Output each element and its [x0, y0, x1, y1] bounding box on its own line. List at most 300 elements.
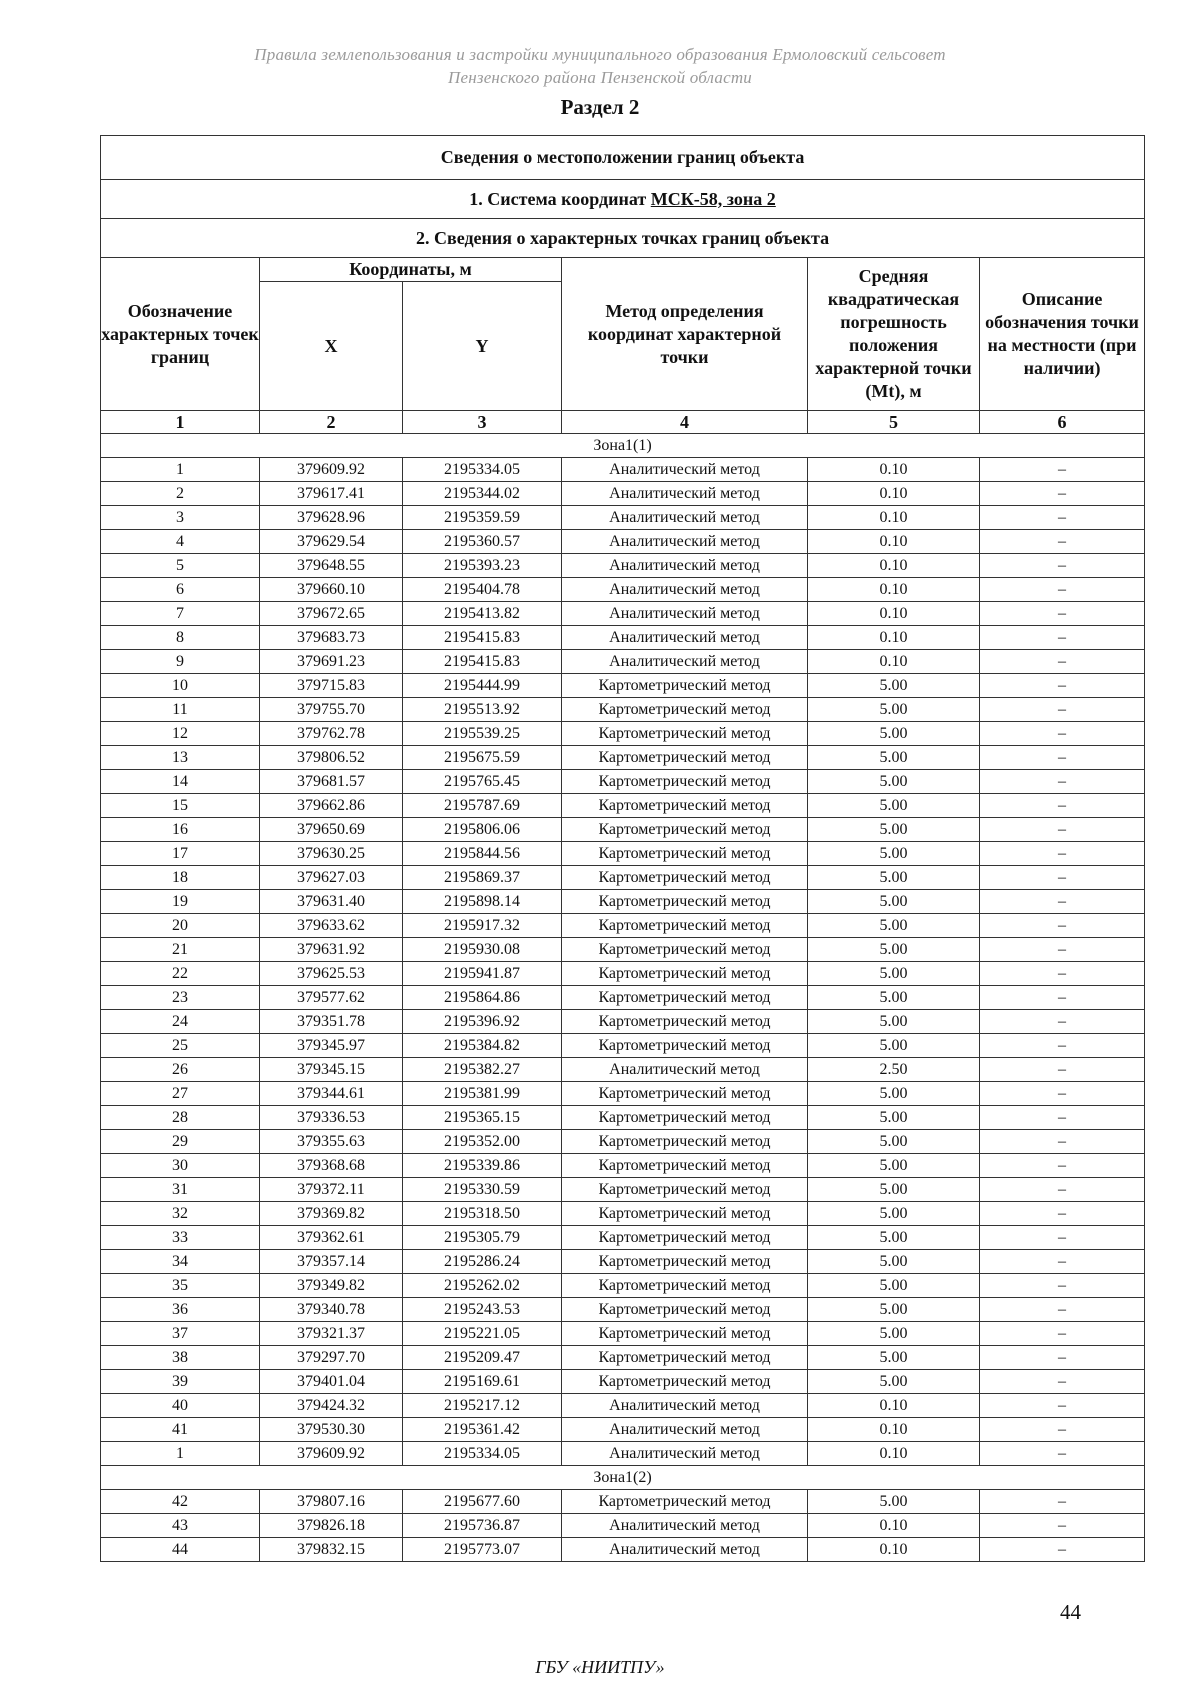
x-cell: 379424.32	[260, 1394, 403, 1418]
point-number-cell: 6	[101, 578, 260, 602]
point-number-cell: 19	[101, 890, 260, 914]
error-cell: 5.00	[808, 722, 980, 746]
error-cell: 0.10	[808, 626, 980, 650]
point-number-cell: 5	[101, 554, 260, 578]
y-cell: 2195221.05	[403, 1322, 562, 1346]
table-row	[101, 506, 1145, 530]
error-cell: 0.10	[808, 1442, 980, 1466]
table-row	[101, 1202, 1145, 1226]
method-cell: Картометрический метод	[562, 866, 808, 890]
y-cell: 2195318.50	[403, 1202, 562, 1226]
method-cell: Аналитический метод	[562, 506, 808, 530]
method-cell: Картометрический метод	[562, 1010, 808, 1034]
table-row	[101, 1106, 1145, 1130]
y-cell: 2195444.99	[403, 674, 562, 698]
x-cell: 379345.15	[260, 1058, 403, 1082]
error-cell: 5.00	[808, 842, 980, 866]
table-row	[101, 1058, 1145, 1082]
error-cell: 5.00	[808, 1274, 980, 1298]
method-cell: Картометрический метод	[562, 1154, 808, 1178]
method-cell: Картометрический метод	[562, 1250, 808, 1274]
table-row	[101, 650, 1145, 674]
method-cell: Аналитический метод	[562, 1538, 808, 1562]
error-cell: 5.00	[808, 938, 980, 962]
x-cell: 379832.15	[260, 1538, 403, 1562]
x-cell: 379715.83	[260, 674, 403, 698]
y-cell: 2195352.00	[403, 1130, 562, 1154]
y-cell: 2195384.82	[403, 1034, 562, 1058]
description-cell: –	[980, 1058, 1145, 1082]
method-cell: Картометрический метод	[562, 842, 808, 866]
error-cell: 5.00	[808, 818, 980, 842]
point-number-cell: 40	[101, 1394, 260, 1418]
x-cell: 379648.55	[260, 554, 403, 578]
point-number-cell: 10	[101, 674, 260, 698]
x-cell: 379368.68	[260, 1154, 403, 1178]
point-number-cell: 22	[101, 962, 260, 986]
method-cell: Картометрический метод	[562, 1082, 808, 1106]
point-number-cell: 12	[101, 722, 260, 746]
x-cell: 379362.61	[260, 1226, 403, 1250]
column-number: 1	[101, 411, 260, 434]
error-cell: 5.00	[808, 746, 980, 770]
error-cell: 0.10	[808, 578, 980, 602]
description-cell: –	[980, 1034, 1145, 1058]
x-cell: 379662.86	[260, 794, 403, 818]
point-number-cell: 37	[101, 1322, 260, 1346]
point-number-cell: 35	[101, 1274, 260, 1298]
point-number-cell: 23	[101, 986, 260, 1010]
table-row	[101, 602, 1145, 626]
y-cell: 2195917.32	[403, 914, 562, 938]
description-cell: –	[980, 842, 1145, 866]
description-cell: –	[980, 1106, 1145, 1130]
method-cell: Аналитический метод	[562, 530, 808, 554]
method-cell: Картометрический метод	[562, 1298, 808, 1322]
point-number-cell: 32	[101, 1202, 260, 1226]
points-caption: 2. Сведения о характерных точках границ объекта	[101, 219, 1145, 258]
x-cell: 379321.37	[260, 1322, 403, 1346]
coordinate-system-line	[101, 180, 1145, 219]
x-cell: 379627.03	[260, 866, 403, 890]
description-cell: –	[980, 818, 1145, 842]
error-cell: 0.10	[808, 458, 980, 482]
table-row	[101, 1394, 1145, 1418]
description-cell: –	[980, 890, 1145, 914]
method-cell: Картометрический метод	[562, 1322, 808, 1346]
method-cell: Аналитический метод	[562, 1514, 808, 1538]
x-cell: 379609.92	[260, 1442, 403, 1466]
table-row	[101, 1322, 1145, 1346]
y-cell: 2195361.42	[403, 1418, 562, 1442]
point-number-cell: 4	[101, 530, 260, 554]
description-cell: –	[980, 1442, 1145, 1466]
description-cell: –	[980, 626, 1145, 650]
method-cell: Аналитический метод	[562, 482, 808, 506]
table-row	[101, 842, 1145, 866]
error-cell: 0.10	[808, 482, 980, 506]
x-cell: 379672.65	[260, 602, 403, 626]
x-cell: 379357.14	[260, 1250, 403, 1274]
point-number-cell: 2	[101, 482, 260, 506]
description-cell: –	[980, 938, 1145, 962]
method-cell: Картометрический метод	[562, 1178, 808, 1202]
x-cell: 379336.53	[260, 1106, 403, 1130]
y-cell: 2195169.61	[403, 1370, 562, 1394]
description-cell: –	[980, 722, 1145, 746]
description-cell: –	[980, 482, 1145, 506]
zone-label: Зона1(1)	[101, 434, 1145, 458]
description-cell: –	[980, 1394, 1145, 1418]
header-description: Описание обозначения точки на местности (при наличии)	[980, 258, 1145, 411]
error-cell: 0.10	[808, 1538, 980, 1562]
y-cell: 2195365.15	[403, 1106, 562, 1130]
point-number-cell: 31	[101, 1178, 260, 1202]
y-cell: 2195787.69	[403, 794, 562, 818]
description-cell: –	[980, 1010, 1145, 1034]
column-number: 5	[808, 411, 980, 434]
error-cell: 5.00	[808, 1370, 980, 1394]
description-cell: –	[980, 914, 1145, 938]
x-cell: 379650.69	[260, 818, 403, 842]
x-cell: 379349.82	[260, 1274, 403, 1298]
boundary-points-table	[100, 135, 1145, 1562]
x-cell: 379617.41	[260, 482, 403, 506]
x-cell: 379806.52	[260, 746, 403, 770]
point-number-cell: 43	[101, 1514, 260, 1538]
description-cell: –	[980, 1202, 1145, 1226]
point-number-cell: 34	[101, 1250, 260, 1274]
error-cell: 5.00	[808, 914, 980, 938]
error-cell: 0.10	[808, 650, 980, 674]
x-cell: 379681.57	[260, 770, 403, 794]
table-row	[101, 962, 1145, 986]
error-cell: 5.00	[808, 1346, 980, 1370]
method-cell: Картометрический метод	[562, 938, 808, 962]
error-cell: 5.00	[808, 1130, 980, 1154]
y-cell: 2195677.60	[403, 1490, 562, 1514]
y-cell: 2195773.07	[403, 1538, 562, 1562]
table-row	[101, 1370, 1145, 1394]
description-cell: –	[980, 1250, 1145, 1274]
y-cell: 2195330.59	[403, 1178, 562, 1202]
table-row	[101, 626, 1145, 650]
point-number-cell: 20	[101, 914, 260, 938]
point-number-cell: 44	[101, 1538, 260, 1562]
description-cell: –	[980, 554, 1145, 578]
description-cell: –	[980, 1226, 1145, 1250]
table-row	[101, 1418, 1145, 1442]
error-cell: 5.00	[808, 794, 980, 818]
point-number-cell: 33	[101, 1226, 260, 1250]
x-cell: 379807.16	[260, 1490, 403, 1514]
header-coordinates-group: Координаты, м	[260, 258, 562, 282]
y-cell: 2195286.24	[403, 1250, 562, 1274]
y-cell: 2195396.92	[403, 1010, 562, 1034]
error-cell: 5.00	[808, 1154, 980, 1178]
description-cell: –	[980, 1298, 1145, 1322]
description-cell: –	[980, 1514, 1145, 1538]
table-row	[101, 1298, 1145, 1322]
description-cell: –	[980, 1322, 1145, 1346]
table-title: Сведения о местоположении границ объекта	[101, 136, 1145, 180]
point-number-cell: 7	[101, 602, 260, 626]
header-x: X	[260, 282, 403, 411]
table-row	[101, 674, 1145, 698]
point-number-cell: 1	[101, 458, 260, 482]
description-cell: –	[980, 1178, 1145, 1202]
method-cell: Картометрический метод	[562, 674, 808, 698]
error-cell: 5.00	[808, 1010, 980, 1034]
method-cell: Картометрический метод	[562, 1274, 808, 1298]
error-cell: 5.00	[808, 1034, 980, 1058]
header-method: Метод определения координат характерной точки	[562, 258, 808, 411]
x-cell: 379631.92	[260, 938, 403, 962]
x-cell: 379344.61	[260, 1082, 403, 1106]
method-cell: Аналитический метод	[562, 650, 808, 674]
method-cell: Аналитический метод	[562, 602, 808, 626]
x-cell: 379631.40	[260, 890, 403, 914]
table-row	[101, 1082, 1145, 1106]
table-row	[101, 578, 1145, 602]
error-cell: 2.50	[808, 1058, 980, 1082]
y-cell: 2195334.05	[403, 1442, 562, 1466]
table-row	[101, 554, 1145, 578]
table-row	[101, 1178, 1145, 1202]
description-cell: –	[980, 1538, 1145, 1562]
table-row	[101, 530, 1145, 554]
x-cell: 379691.23	[260, 650, 403, 674]
x-cell: 379630.25	[260, 842, 403, 866]
zone-row	[101, 1466, 1145, 1490]
error-cell: 5.00	[808, 674, 980, 698]
table-row	[101, 1442, 1145, 1466]
y-cell: 2195381.99	[403, 1082, 562, 1106]
method-cell: Картометрический метод	[562, 1034, 808, 1058]
table-row	[101, 722, 1145, 746]
description-cell: –	[980, 602, 1145, 626]
method-cell: Картометрический метод	[562, 1130, 808, 1154]
y-cell: 2195393.23	[403, 554, 562, 578]
point-number-cell: 28	[101, 1106, 260, 1130]
point-number-cell: 27	[101, 1082, 260, 1106]
description-cell: –	[980, 458, 1145, 482]
x-cell: 379530.30	[260, 1418, 403, 1442]
y-cell: 2195305.79	[403, 1226, 562, 1250]
x-cell: 379628.96	[260, 506, 403, 530]
y-cell: 2195217.12	[403, 1394, 562, 1418]
y-cell: 2195898.14	[403, 890, 562, 914]
method-cell: Картометрический метод	[562, 1202, 808, 1226]
method-cell: Картометрический метод	[562, 746, 808, 770]
point-number-cell: 11	[101, 698, 260, 722]
table-row	[101, 890, 1145, 914]
method-cell: Картометрический метод	[562, 1370, 808, 1394]
error-cell: 5.00	[808, 962, 980, 986]
x-cell: 379683.73	[260, 626, 403, 650]
description-cell: –	[980, 770, 1145, 794]
point-number-cell: 21	[101, 938, 260, 962]
description-cell: –	[980, 794, 1145, 818]
x-cell: 379762.78	[260, 722, 403, 746]
y-cell: 2195404.78	[403, 578, 562, 602]
table-row	[101, 986, 1145, 1010]
point-number-cell: 41	[101, 1418, 260, 1442]
error-cell: 0.10	[808, 1514, 980, 1538]
point-number-cell: 8	[101, 626, 260, 650]
error-cell: 5.00	[808, 1298, 980, 1322]
method-cell: Картометрический метод	[562, 770, 808, 794]
header-error: Средняя квадратическая погрешность положения характерной точки (Mt), м	[808, 258, 980, 411]
y-cell: 2195360.57	[403, 530, 562, 554]
method-cell: Картометрический метод	[562, 962, 808, 986]
table-row	[101, 1274, 1145, 1298]
description-cell: –	[980, 578, 1145, 602]
description-cell: –	[980, 674, 1145, 698]
error-cell: 5.00	[808, 1250, 980, 1274]
method-cell: Аналитический метод	[562, 1418, 808, 1442]
point-number-cell: 25	[101, 1034, 260, 1058]
zone-row	[101, 434, 1145, 458]
x-cell: 379609.92	[260, 458, 403, 482]
running-header-line-1: Правила землепользования и застройки муниципального образования Ермоловский сельсовет	[254, 45, 946, 64]
x-cell: 379351.78	[260, 1010, 403, 1034]
y-cell: 2195334.05	[403, 458, 562, 482]
description-cell: –	[980, 1346, 1145, 1370]
point-number-cell: 39	[101, 1370, 260, 1394]
x-cell: 379577.62	[260, 986, 403, 1010]
x-cell: 379340.78	[260, 1298, 403, 1322]
description-cell: –	[980, 1418, 1145, 1442]
y-cell: 2195765.45	[403, 770, 562, 794]
method-cell: Картометрический метод	[562, 1106, 808, 1130]
zone-label: Зона1(2)	[101, 1466, 1145, 1490]
table-row	[101, 794, 1145, 818]
description-cell: –	[980, 698, 1145, 722]
point-number-cell: 16	[101, 818, 260, 842]
table-row	[101, 1346, 1145, 1370]
method-cell: Аналитический метод	[562, 626, 808, 650]
error-cell: 5.00	[808, 698, 980, 722]
point-number-cell: 36	[101, 1298, 260, 1322]
running-header-line-2: Пензенского района Пензенской области	[448, 68, 752, 87]
error-cell: 0.10	[808, 1394, 980, 1418]
method-cell: Картометрический метод	[562, 890, 808, 914]
table-row	[101, 1130, 1145, 1154]
y-cell: 2195359.59	[403, 506, 562, 530]
y-cell: 2195209.47	[403, 1346, 562, 1370]
description-cell: –	[980, 866, 1145, 890]
description-cell: –	[980, 530, 1145, 554]
error-cell: 5.00	[808, 1226, 980, 1250]
header-designation: Обозначение характерных точек границ	[101, 258, 260, 411]
method-cell: Картометрический метод	[562, 818, 808, 842]
point-number-cell: 13	[101, 746, 260, 770]
method-cell: Аналитический метод	[562, 554, 808, 578]
table-row	[101, 1034, 1145, 1058]
footer: ГБУ «НИИТПУ»	[535, 1657, 665, 1677]
description-cell: –	[980, 746, 1145, 770]
y-cell: 2195806.06	[403, 818, 562, 842]
method-cell: Аналитический метод	[562, 458, 808, 482]
error-cell: 5.00	[808, 890, 980, 914]
y-cell: 2195415.83	[403, 650, 562, 674]
table-row	[101, 770, 1145, 794]
table-row	[101, 1010, 1145, 1034]
method-cell: Картометрический метод	[562, 914, 808, 938]
header-y: Y	[403, 282, 562, 411]
table-row	[101, 938, 1145, 962]
table-row	[101, 1226, 1145, 1250]
y-cell: 2195513.92	[403, 698, 562, 722]
coordinate-system-value: МСК-58, зона 2	[650, 188, 776, 209]
x-cell: 379660.10	[260, 578, 403, 602]
table-row	[101, 818, 1145, 842]
method-cell: Аналитический метод	[562, 578, 808, 602]
table-row	[101, 746, 1145, 770]
table-row	[101, 914, 1145, 938]
point-number-cell: 14	[101, 770, 260, 794]
point-number-cell: 9	[101, 650, 260, 674]
y-cell: 2195344.02	[403, 482, 562, 506]
table-row	[101, 482, 1145, 506]
point-number-cell: 18	[101, 866, 260, 890]
point-number-cell: 24	[101, 1010, 260, 1034]
x-cell: 379625.53	[260, 962, 403, 986]
error-cell: 5.00	[808, 1322, 980, 1346]
point-number-cell: 17	[101, 842, 260, 866]
description-cell: –	[980, 1490, 1145, 1514]
point-number-cell: 15	[101, 794, 260, 818]
y-cell: 2195262.02	[403, 1274, 562, 1298]
column-number: 2	[260, 411, 403, 434]
error-cell: 5.00	[808, 1490, 980, 1514]
method-cell: Картометрический метод	[562, 1346, 808, 1370]
method-cell: Картометрический метод	[562, 1226, 808, 1250]
y-cell: 2195930.08	[403, 938, 562, 962]
error-cell: 5.00	[808, 1202, 980, 1226]
y-cell: 2195339.86	[403, 1154, 562, 1178]
table-row	[101, 866, 1145, 890]
y-cell: 2195844.56	[403, 842, 562, 866]
description-cell: –	[980, 506, 1145, 530]
x-cell: 379755.70	[260, 698, 403, 722]
table-row	[101, 698, 1145, 722]
table-row	[101, 1514, 1145, 1538]
x-cell: 379369.82	[260, 1202, 403, 1226]
method-cell: Картометрический метод	[562, 986, 808, 1010]
y-cell: 2195869.37	[403, 866, 562, 890]
method-cell: Аналитический метод	[562, 1058, 808, 1082]
y-cell: 2195675.59	[403, 746, 562, 770]
point-number-cell: 42	[101, 1490, 260, 1514]
error-cell: 0.10	[808, 506, 980, 530]
method-cell: Аналитический метод	[562, 1442, 808, 1466]
point-number-cell: 29	[101, 1130, 260, 1154]
column-number: 3	[403, 411, 562, 434]
error-cell: 5.00	[808, 1106, 980, 1130]
description-cell: –	[980, 986, 1145, 1010]
table-row	[101, 1154, 1145, 1178]
table-row	[101, 458, 1145, 482]
y-cell: 2195864.86	[403, 986, 562, 1010]
error-cell: 5.00	[808, 866, 980, 890]
table-row	[101, 1490, 1145, 1514]
x-cell: 379826.18	[260, 1514, 403, 1538]
y-cell: 2195415.83	[403, 626, 562, 650]
coordinate-system-prefix: 1. Система координат	[469, 188, 651, 209]
error-cell: 5.00	[808, 1178, 980, 1202]
